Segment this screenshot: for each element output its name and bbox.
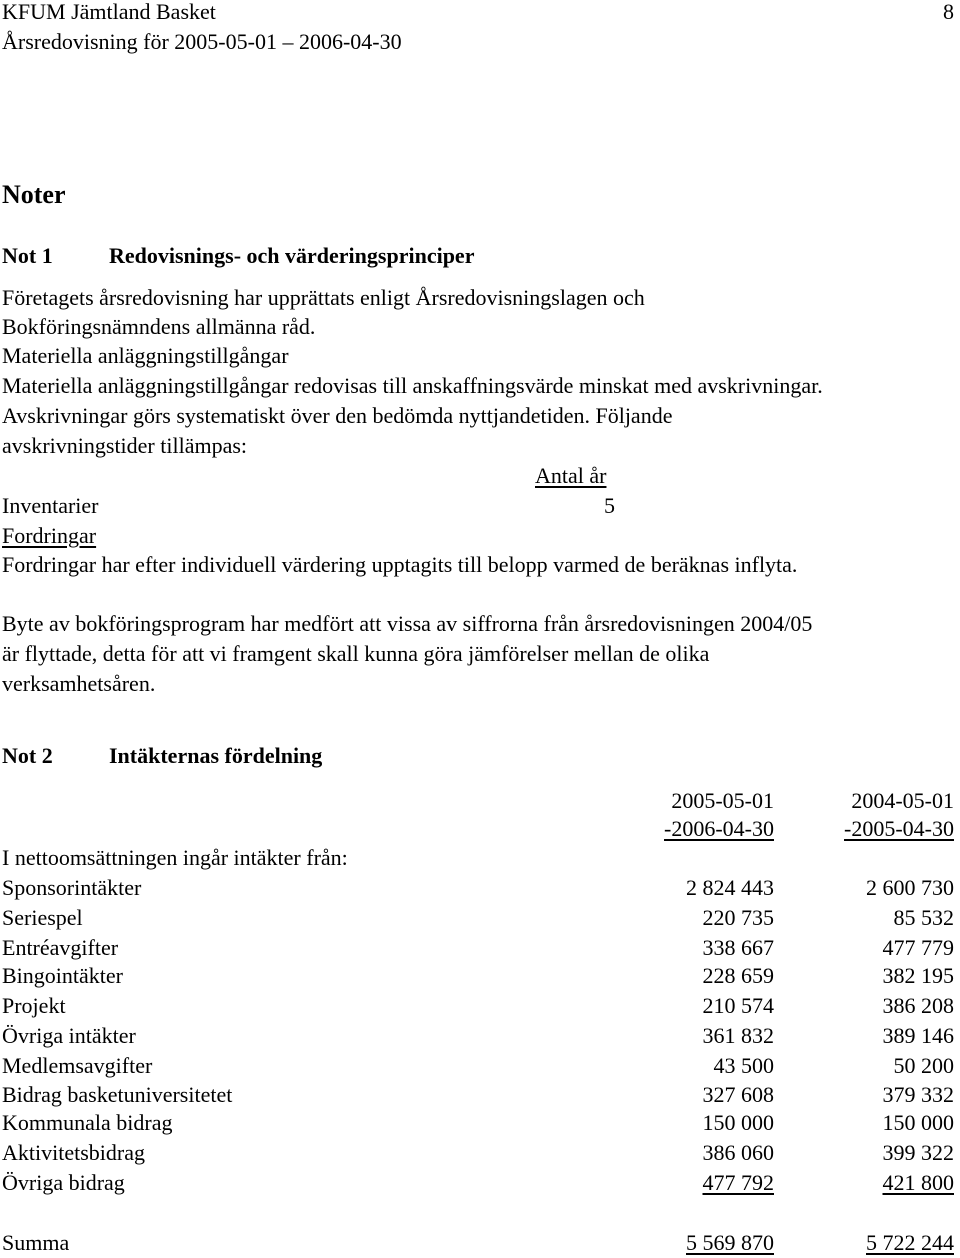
row-current: 477 792 [702, 1170, 774, 1195]
row-current: 220 735 [702, 905, 774, 930]
header-period: Årsredovisning för 2005-05-01 – 2006-04-30 [2, 29, 402, 54]
col-current-header-line2: -2006-04-30 [664, 816, 774, 841]
row-current: 228 659 [702, 963, 774, 988]
fixed-assets-line2: Avskrivningar görs systematiskt över den bedömda nyttjandetiden. Följande [2, 403, 673, 428]
receivables-text: Fordringar har efter individuell värdering upptagits till belopp varmed de beräknas inflyta. [2, 552, 798, 577]
row-current: 386 060 [702, 1140, 774, 1165]
income-subheading: I nettoomsättningen ingår intäkter från: [2, 845, 348, 870]
row-label: Bingointäkter [2, 963, 123, 988]
row-label: Kommunala bidrag [2, 1110, 173, 1135]
note1-title: Redovisnings- och värderingsprinciper [109, 243, 475, 268]
depreciation-item-years: 5 [604, 493, 615, 518]
row-current: 327 608 [702, 1082, 774, 1107]
row-label: Övriga bidrag [2, 1170, 125, 1195]
row-previous: 382 195 [882, 963, 954, 988]
program-change-line3: verksamhetsåren. [2, 671, 156, 696]
note2-title: Intäkternas fördelning [109, 743, 323, 768]
receivables-heading: Fordringar [2, 523, 97, 548]
row-current: 43 500 [713, 1053, 774, 1078]
row-previous: 399 322 [882, 1140, 954, 1165]
row-previous: 389 146 [882, 1023, 954, 1048]
row-previous: 2 600 730 [866, 875, 954, 900]
program-change-line1: Byte av bokföringsprogram har medfört att vissa av siffrorna från årsredovisningen 2004/05 [2, 611, 813, 636]
section-title: Noter [2, 180, 66, 209]
total-current: 5 569 870 [686, 1230, 774, 1255]
note1-intro-line1: Företagets årsredovisning har upprättats enligt Årsredovisningslagen och [2, 285, 645, 310]
row-previous: 379 332 [882, 1082, 954, 1107]
row-previous: 150 000 [882, 1110, 954, 1135]
row-previous: 421 800 [882, 1170, 954, 1195]
row-current: 361 832 [702, 1023, 774, 1048]
row-label: Aktivitetsbidrag [2, 1140, 145, 1165]
row-previous: 386 208 [882, 993, 954, 1018]
col-current-header-line1: 2005-05-01 [671, 788, 774, 813]
total-label: Summa [2, 1230, 70, 1255]
col-previous-header-line2: -2005-04-30 [844, 816, 954, 841]
row-label: Bidrag basketuniversitetet [2, 1082, 233, 1107]
total-previous: 5 722 244 [866, 1230, 954, 1255]
depreciation-header: Antal år [535, 463, 607, 488]
row-label: Projekt [2, 993, 66, 1018]
row-previous: 477 779 [882, 935, 954, 960]
fixed-assets-line1: Materiella anläggningstillgångar redovisas till anskaffningsvärde minskat med avskrivningar. [2, 373, 823, 398]
row-current: 2 824 443 [686, 875, 774, 900]
row-label: Övriga intäkter [2, 1023, 136, 1048]
col-previous-header-line1: 2004-05-01 [851, 788, 954, 813]
program-change-line2: är flyttade, detta för att vi framgent skall kunna göra jämförelser mellan de olika [2, 641, 710, 666]
fixed-assets-line3: avskrivningstider tillämpas: [2, 433, 248, 458]
fixed-assets-heading: Materiella anläggningstillgångar [2, 343, 289, 368]
note2-number: Not 2 [2, 743, 53, 768]
row-current: 210 574 [702, 993, 774, 1018]
row-current: 338 667 [702, 935, 774, 960]
row-label: Medlemsavgifter [2, 1053, 153, 1078]
note1-number: Not 1 [2, 243, 53, 268]
row-previous: 50 200 [893, 1053, 954, 1078]
depreciation-item-label: Inventarier [2, 493, 99, 518]
row-previous: 85 532 [893, 905, 954, 930]
row-label: Seriespel [2, 905, 83, 930]
header-org: KFUM Jämtland Basket [2, 0, 216, 24]
page-number: 8 [943, 0, 954, 24]
note1-intro-line2: Bokföringsnämndens allmänna råd. [2, 314, 316, 339]
row-current: 150 000 [702, 1110, 774, 1135]
row-label: Sponsorintäkter [2, 875, 142, 900]
row-label: Entréavgifter [2, 935, 119, 960]
